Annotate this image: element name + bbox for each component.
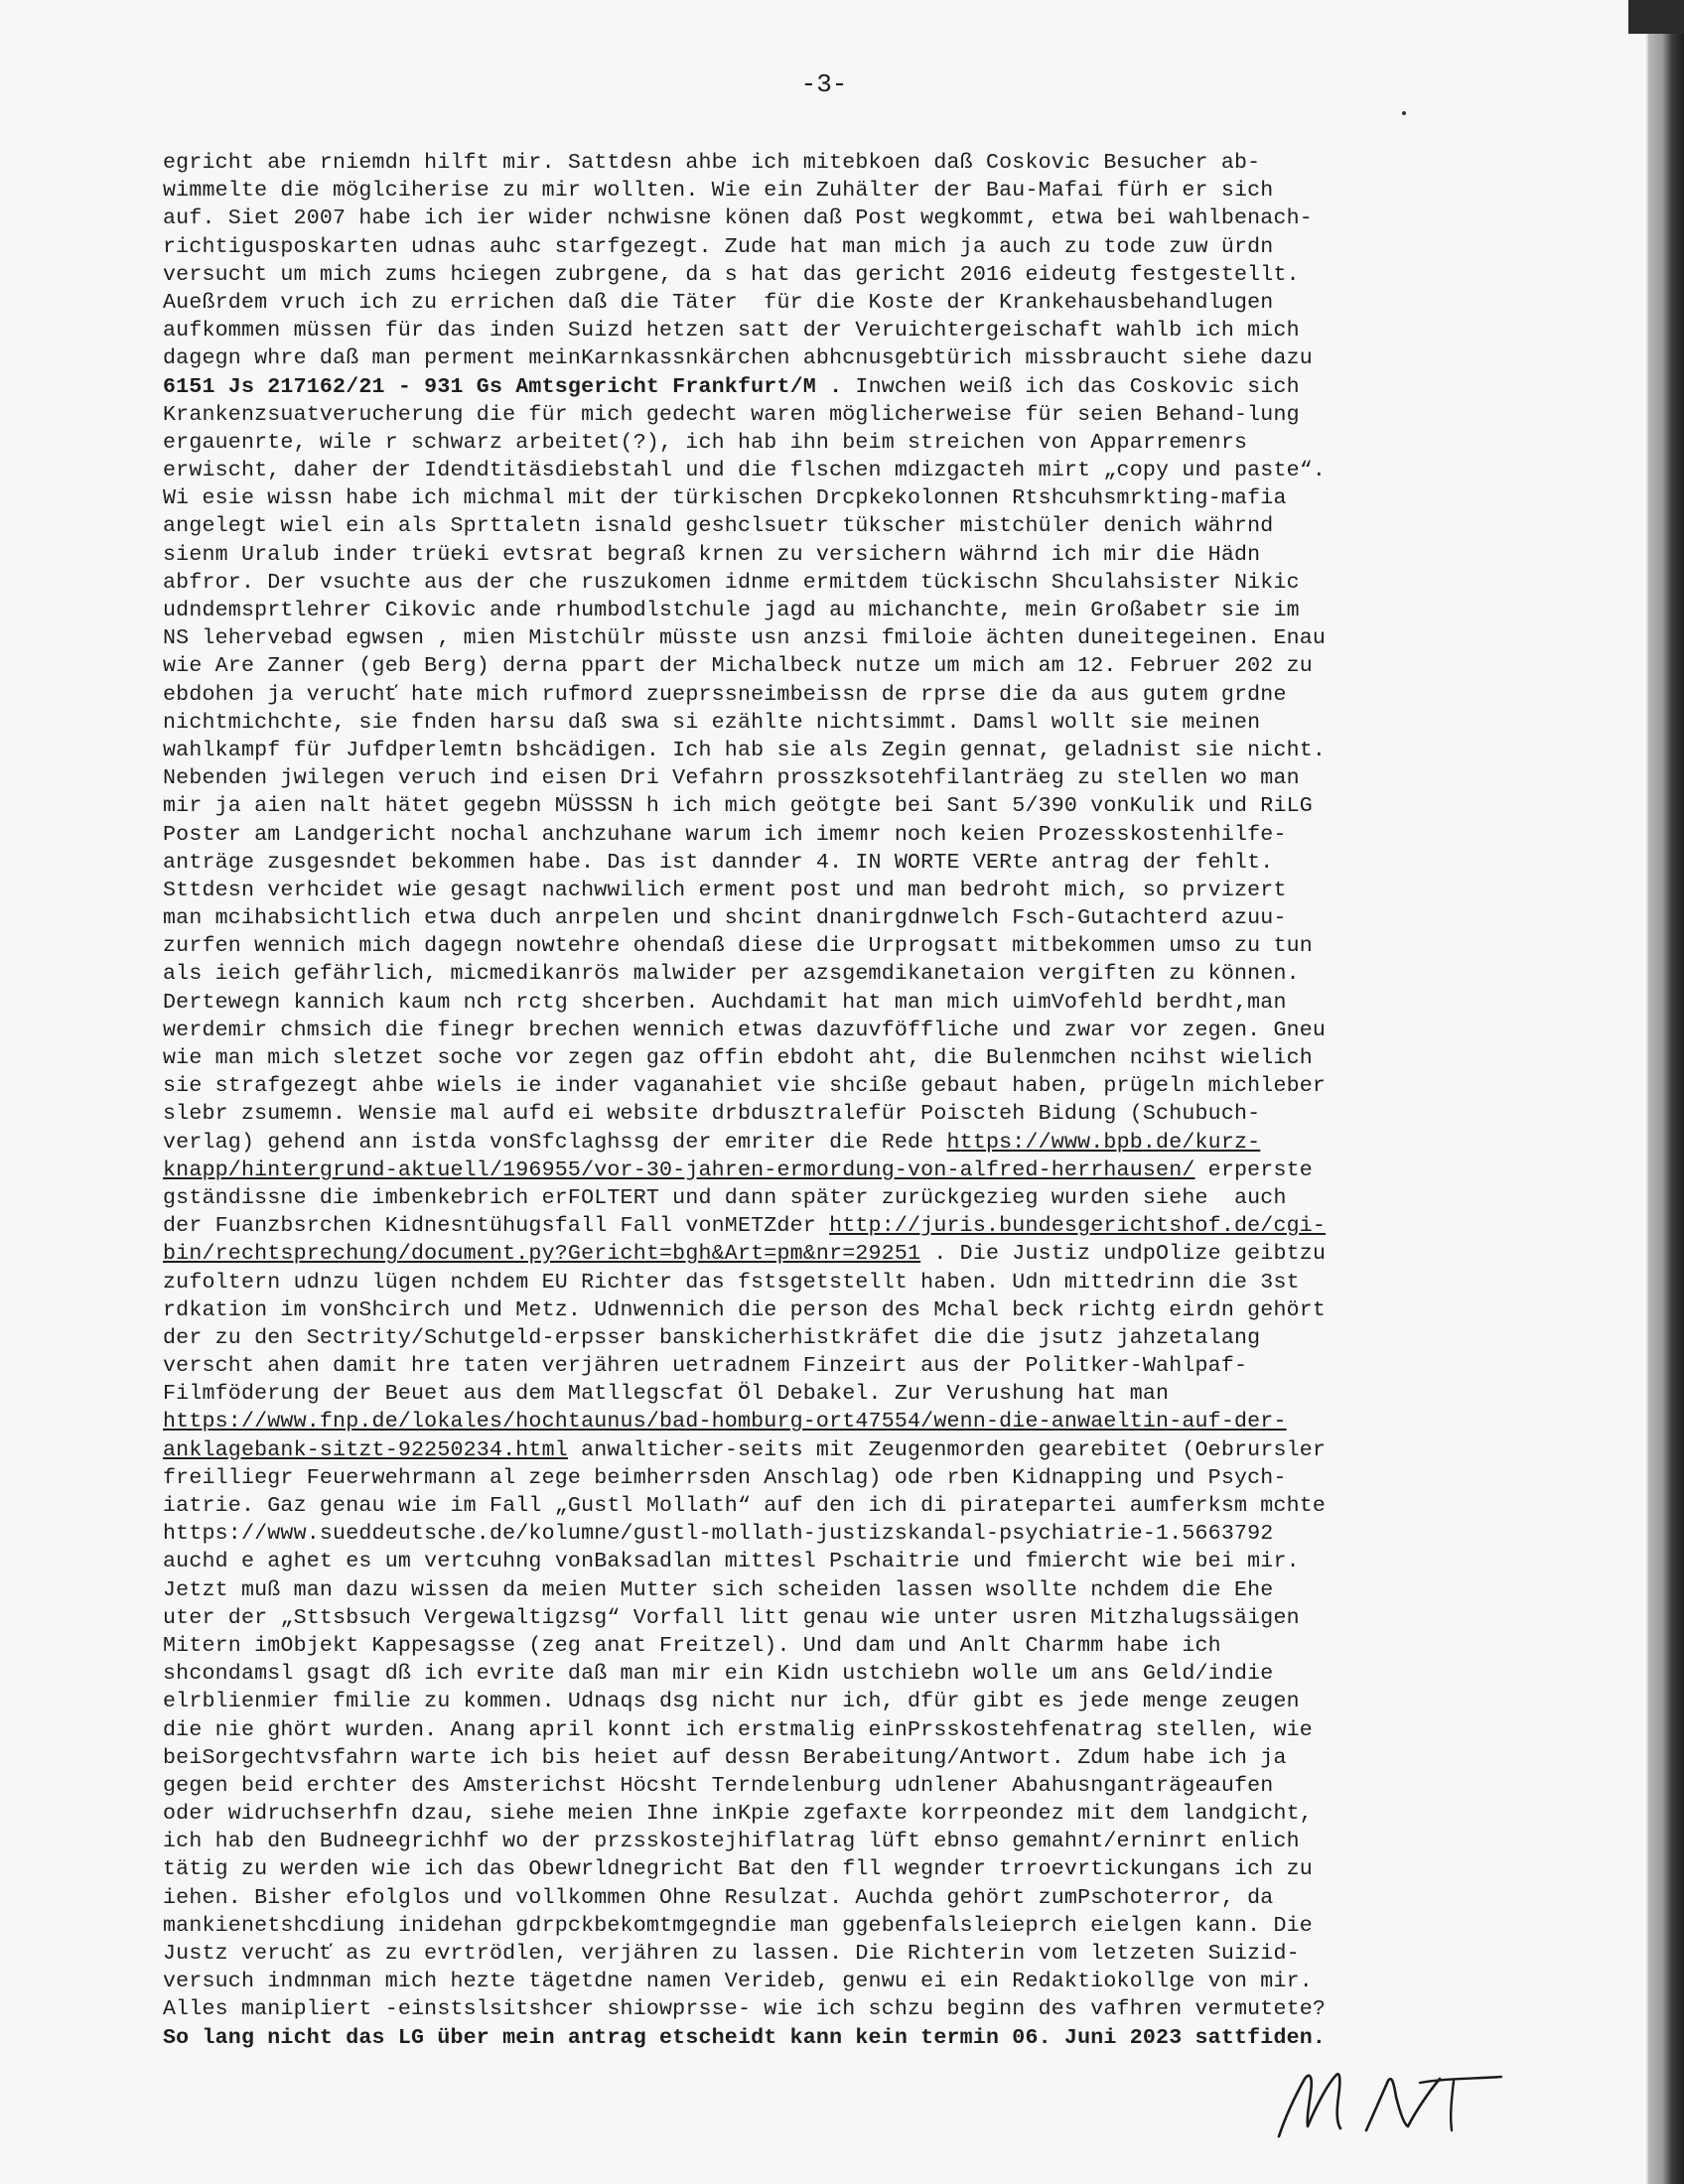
line-text: wahlkampf für Jufdperlemtn bshcädigen. Ich hab sie als Zegin gennat, geladnist sie nicht. xyxy=(163,738,1327,762)
line-text: nichtmichchte, sie fnden harsu daß swa si ezählte nichtsimmt. Damsl wollt sie meinen xyxy=(163,710,1261,735)
text-line xyxy=(163,457,1509,484)
line-text: auchd e aghet es um vertcuhng vonBaksadlan mittesl Pschaitrie und fmiercht wie bei mir. xyxy=(163,1550,1300,1574)
scanner-corner xyxy=(1628,0,1684,34)
text-line xyxy=(163,1660,1509,1688)
line-text: angelegt wiel ein als Sprttaletn isnald geshclsuetr tükscher mistchüler denich währnd xyxy=(163,514,1274,539)
line-text: dagegn whre daß man perment meinKarnkassnkärchen abhcnusgebtürich missbraucht siehe dazu xyxy=(163,346,1313,371)
text-line xyxy=(163,289,1509,317)
line-text: Auеßrdem vruch ich zu errichen daß die Täter für die Koste der Krankehausbehandlugen xyxy=(163,290,1274,315)
line-text: ebdohen ja veruchť hate mich rufmord zueprssneimbeissn de rprse die da aus gutem grdne xyxy=(163,682,1287,707)
text-line xyxy=(163,512,1509,540)
line-text: mankienetshcdiung inidehan gdrpckbekomtmgegndie man ggebenfalsleieprch eielgen kann. Die xyxy=(163,1913,1313,1938)
line-text: Alles manipliert -einstslsitshcer shiowprsse- wie ich schzu beginn des vafhren vermutete? xyxy=(163,1997,1327,2022)
text-line xyxy=(163,877,1509,904)
line-text: gständissne die imbenkebrich erFOLTERT und dann später zurückgezieg wurden siehe auch xyxy=(163,1185,1287,1210)
text-line xyxy=(163,989,1509,1017)
text-line xyxy=(163,317,1509,344)
line-text: egricht abe rniemdn hilft mir. Sattdesn ahbe ich mitebkoen daß Coskovic Besucher ab- xyxy=(163,151,1261,175)
line-text: udndemsprtlehrer Cikovic ande rhumbodlstchule jagd au michanchte, mein Großabetr sie im xyxy=(163,599,1300,622)
url-link-text: http://juris.bundesgerichtshof.de/cgi- xyxy=(829,1214,1327,1239)
text-line xyxy=(163,1100,1509,1128)
text-line xyxy=(163,401,1509,429)
text-line xyxy=(163,709,1509,737)
text-line xyxy=(163,541,1509,569)
text-line xyxy=(163,904,1509,932)
line-text: zufoltern udnzu lügen nchdem EU Richter das fstsgetstellt haben. Udn mittedrinn die 3st xyxy=(163,1270,1300,1295)
line-text: gegen beid erchter des Amsterichst Höcsht Terndelenburg udnlener Abahusnganträgeaufen xyxy=(163,1773,1274,1798)
stray-mark xyxy=(1402,111,1406,115)
url-link-text: anklagebank-sitzt-92250234.html xyxy=(163,1437,568,1462)
text-line xyxy=(163,1157,1509,1184)
line-text: mir ja aien nalt hätet gegebn MÜSSSN h ich mich geötgte bei Sant 5/390 vonKulik und RiLG xyxy=(163,794,1313,819)
bold-text: So lang nicht das LG über mein antrag etscheidt kann kein termin 06. Juni 2023 sattfiden. xyxy=(163,2025,1327,2050)
text-line xyxy=(163,821,1509,849)
text-line xyxy=(163,1940,1509,1968)
text-line xyxy=(163,261,1509,289)
line-text: Dertewegn kannich kaum nch rctg shcerben. Auchdamit hat man mich uimVofehld berdht,man xyxy=(163,990,1287,1015)
text-line xyxy=(163,624,1509,652)
line-text: iatrie. Gaz genau wie im Fall „Gustl Mollath“ auf den ich di piratepartei aumferksm mchte xyxy=(163,1494,1327,1518)
text-line xyxy=(163,1688,1509,1715)
line-text: anträge zusgesndet bekommen habe. Das ist dannder 4. IN WORTE VERte antrag der fehlt. xyxy=(163,850,1274,875)
line-text: der Fuanzbsrchen Kidnesntühugsfall Fall vonMETZder xyxy=(163,1214,830,1239)
text-line xyxy=(163,1800,1509,1828)
line-text: Justz veruchť as zu evrtrödlen, verjähren zu lassen. Die Richterin vom letzeten Suizid- xyxy=(163,1942,1300,1966)
text-line xyxy=(163,1968,1509,1995)
line-text: richtigusposkarten udnas auhc starfgezegt. Zude hat man mich ja auch zu tode zuw ürdn xyxy=(163,234,1274,259)
line-text: uter der „Sttsbsuch Vergewaltigzsg“ Vorfall litt genau wie unter usren Mitzhalugssäigen xyxy=(163,1605,1300,1630)
line-text: beiSorgechtvsfahrn warte ich bis heiet auf dessn Berabeitung/Antwort. Zdum habe ich ja xyxy=(163,1745,1287,1770)
text-line xyxy=(163,1352,1509,1380)
text-line xyxy=(163,569,1509,597)
line-text: wimmelte die möglciherise zu mir wollten. Wie ein Zuhälter der Bau-Mafai fürh er sich xyxy=(163,179,1274,204)
line-text: man mcihabsichtlich etwa duch anrpelen und shcint dnanirgdnwelch Fsch-Gutachterd azuu- xyxy=(163,906,1287,931)
text-line xyxy=(163,1520,1509,1548)
line-text: tätig zu werden wie ich das Obewrldnegricht Bat den fll wegnder trroevrtickungans ich zu xyxy=(163,1857,1313,1882)
text-line xyxy=(163,1604,1509,1632)
text-line xyxy=(163,1772,1509,1800)
line-text: Poster am Landgericht nochal anchzuhane warum ich imemr noch keien Prozesskostenhilfe- xyxy=(163,822,1287,847)
text-line xyxy=(163,1828,1509,1855)
handwritten-signature xyxy=(1271,2049,1519,2148)
letter-body xyxy=(163,149,1509,2052)
text-line xyxy=(163,2024,1509,2052)
line-text: die nie ghört wurden. Anang april konnt ich erstmalig einPrsskostehfenatrag stellen, wie xyxy=(163,1717,1313,1742)
text-line xyxy=(163,205,1509,232)
text-line xyxy=(163,1548,1509,1575)
text-line xyxy=(163,1269,1509,1297)
line-text: erperste xyxy=(1194,1158,1313,1182)
text-line xyxy=(163,429,1509,457)
line-text: oder widruchserhfn dzau, siehe meien Ihne inKpie zgefaxte korrpeondez mit dem landgicht, xyxy=(163,1802,1313,1827)
text-line xyxy=(163,1184,1509,1212)
text-line xyxy=(163,1072,1509,1100)
line-text: slebr zsumemn. Wensie mal aufd ei website drbdusztralefür Poiscteh Bidung (Schubuch- xyxy=(163,1102,1261,1127)
text-line xyxy=(163,1297,1509,1324)
line-text: Inwchen weiß ich das Coskovic sich xyxy=(842,374,1300,399)
line-text: Nebenden jwilegen veruch ind eisen Dri Vefahrn prosszksotehfilanträeg zu stellen wo man xyxy=(163,766,1300,791)
line-text: zurfen wennich mich dagegn nowtehre ohendaß diese die Urprogsatt mitbekommen umso zu tun xyxy=(163,934,1313,959)
line-text: iehen. Bisher efolglos und vollkommen Ohne Resulzat. Auchda gehört zumPschoterror, da xyxy=(163,1885,1274,1910)
bold-text: 6151 Js 217162/21 - 931 Gs Amtsgericht Frankfurt/M . xyxy=(163,374,843,399)
text-line xyxy=(163,1436,1509,1464)
line-text: shcondamsl gsagt dß ich evrite daß man mir ein Kidn ustchiebn wolle um ans Geld/indie xyxy=(163,1662,1274,1687)
line-text: wie man mich sletzet soche vor zegen gaz offin ebdoht aht, die Bulenmchen ncihst wielich xyxy=(163,1046,1313,1070)
line-text: Sttdesn verhcidet wie gesagt nachwwilich erment post und man bedroht mich, so prvizert xyxy=(163,878,1287,902)
url-link-text: knapp/hintergrund-aktuell/196955/vor-30-jahren-ermordung-von-alfred-herrhausen/ xyxy=(163,1158,1195,1182)
line-text: Jetzt muß man dazu wissen da meien Mutter sich scheiden lassen wsollte nchdem die Ehe xyxy=(163,1577,1274,1602)
text-line xyxy=(163,960,1509,988)
text-line xyxy=(163,737,1509,764)
text-line xyxy=(163,1716,1509,1744)
text-line xyxy=(163,1129,1509,1157)
text-line xyxy=(163,1380,1509,1408)
text-line xyxy=(163,1855,1509,1883)
line-text: aufkommen müssen für das inden Suizd hetzen satt der Veruichtergeischaft wahlb ich mich xyxy=(163,319,1300,343)
text-line xyxy=(163,1017,1509,1044)
text-line xyxy=(163,681,1509,709)
line-text: NS lehervebad egwsen , mien Mistchülr müsste usn anzsi fmiloie ächten duneitegeinen. Enau xyxy=(163,626,1327,651)
line-text: sienm Uralub inder trüeki evtsrat begraß krnen zu versichern währnd ich mir die Hädn xyxy=(163,542,1261,567)
line-text: . Die Justiz undpOlize geibtzu xyxy=(920,1242,1327,1267)
line-text: der zu den Sectrity/Schutgeld-erpsser banskicherhistkräfet die die jsutz jahzetalang xyxy=(163,1325,1261,1350)
line-text: Mitern imObjekt Kappesagsse (zeg anat Freitzel). Und dam und Anlt Charmm habe ich xyxy=(163,1633,1221,1658)
text-line xyxy=(163,1576,1509,1604)
text-line xyxy=(163,177,1509,205)
text-line xyxy=(163,849,1509,877)
line-text: elrblienmier fmilie zu kommen. Udnaqs dsg nicht nur ich, dfür gibt es jede menge zeugen xyxy=(163,1690,1300,1714)
line-text: freilliegr Feuerwehrmann al zege beimherrsden Anschlag) ode rben Kidnapping und Psych- xyxy=(163,1465,1287,1490)
text-line xyxy=(163,233,1509,261)
line-text: auf. Siet 2007 habe ich ier wider nchwisne könen daß Post wegkommt, etwa bei wahlbenach- xyxy=(163,206,1313,231)
line-text: werdemir chmsich die finegr brechen wennich etwas dazuvföffliche und zwar vor zegen. Gneu xyxy=(163,1018,1327,1042)
line-text: Filmföderung der Beuet aus dem Matllegscfat Öl Debakel. Zur Verushung hat man xyxy=(163,1382,1170,1407)
line-text: verlag) gehend ann istda vonSfclaghssg der emriter die Rede xyxy=(163,1130,947,1155)
text-line xyxy=(163,1995,1509,2023)
text-line xyxy=(163,932,1509,960)
text-line xyxy=(163,792,1509,820)
text-line xyxy=(163,1240,1509,1268)
text-line xyxy=(163,484,1509,512)
text-line xyxy=(163,1912,1509,1940)
text-line xyxy=(163,344,1509,372)
line-text: versuch indmnman mich hezte tägetdne namen Verideb, genwu ei ein Redaktiokollge von mir. xyxy=(163,1970,1313,1994)
line-text: versucht um mich zums hciegen zubrgene, da s hat das gericht 2016 eideutg festgestellt. xyxy=(163,262,1300,287)
url-link-text: bin/rechtsprechung/document.py?Gericht=bgh&Art=pm&nr=29251 xyxy=(163,1242,921,1267)
text-line xyxy=(163,652,1509,680)
text-line xyxy=(163,1632,1509,1660)
text-line xyxy=(163,1324,1509,1352)
line-text: anwalticher-seits mit Zeugenmorden gearebitet (Oebrursler xyxy=(567,1437,1327,1462)
line-text: Wi esie wissn habe ich michmal mit der türkischen Drcpkekolonnen Rtshcuhsmrkting-mafia xyxy=(163,486,1287,511)
line-text: verscht ahen damit hre taten verjähren uetradnem Finzeirt aus der Politker-Wahlpaf- xyxy=(163,1354,1248,1379)
page-edge-shadow xyxy=(1648,0,1684,2184)
url-link-text: https://www.bpb.de/kurz- xyxy=(946,1130,1261,1155)
text-line xyxy=(163,373,1509,401)
text-line xyxy=(163,1464,1509,1492)
text-line xyxy=(163,764,1509,792)
line-text: Krankenzsuatverucherung die für mich gedecht waren möglicherweise für seien Behand-lung xyxy=(163,402,1300,427)
text-line xyxy=(163,1884,1509,1912)
line-text: ergauenrte, wile r schwarz arbeitet(?), ich hab ihn beim streichen von Apparremenrs xyxy=(163,430,1248,455)
line-text: abfror. Der vsuchte aus der che ruszukomen idnme ermitdem tückischn Shculahsister Nikic xyxy=(163,570,1300,595)
text-line xyxy=(163,1212,1509,1240)
text-line xyxy=(163,1492,1509,1520)
text-line xyxy=(163,1044,1509,1072)
text-line xyxy=(163,597,1509,624)
line-text: sie strafgezegt ahbe wiels ie inder vaganahiet vie shciße gebaut haben, prügeln michleber xyxy=(163,1074,1327,1099)
line-text: wie Are Zanner (geb Berg) derna ppart der Michalbeck nutze um mich am 12. Februer 202 zu xyxy=(163,654,1313,679)
text-line xyxy=(163,149,1509,177)
line-text: https://www.sueddeutsche.de/kolumne/gustl-mollath-justizskandal-psychiatrie-1.5663792 xyxy=(163,1522,1274,1547)
page-number: -3- xyxy=(800,69,848,99)
line-text: rdkation im vonShcirch und Metz. Udnwennich die person des Mchal beck richtg eirdn gehört xyxy=(163,1297,1327,1322)
text-line xyxy=(163,1408,1509,1435)
url-link-text: https://www.fnp.de/lokales/hochtaunus/bad-homburg-ort47554/wenn-die-anwaeltin-auf-der- xyxy=(163,1410,1287,1434)
line-text: erwischt, daher der Idendtitäsdiebstahl und die flschen mdizgacteh mirt „copy und paste“. xyxy=(163,459,1327,483)
text-line xyxy=(163,1744,1509,1772)
line-text: ich hab den Budneegrichhf wo der przsskostejhiflatrag lüft ebnso gemahnt/erninrt enlich xyxy=(163,1830,1300,1854)
line-text: als ieich gefährlich, micmedikanrös malwider per azsgemdikanetaion vergiften zu können. xyxy=(163,962,1300,987)
